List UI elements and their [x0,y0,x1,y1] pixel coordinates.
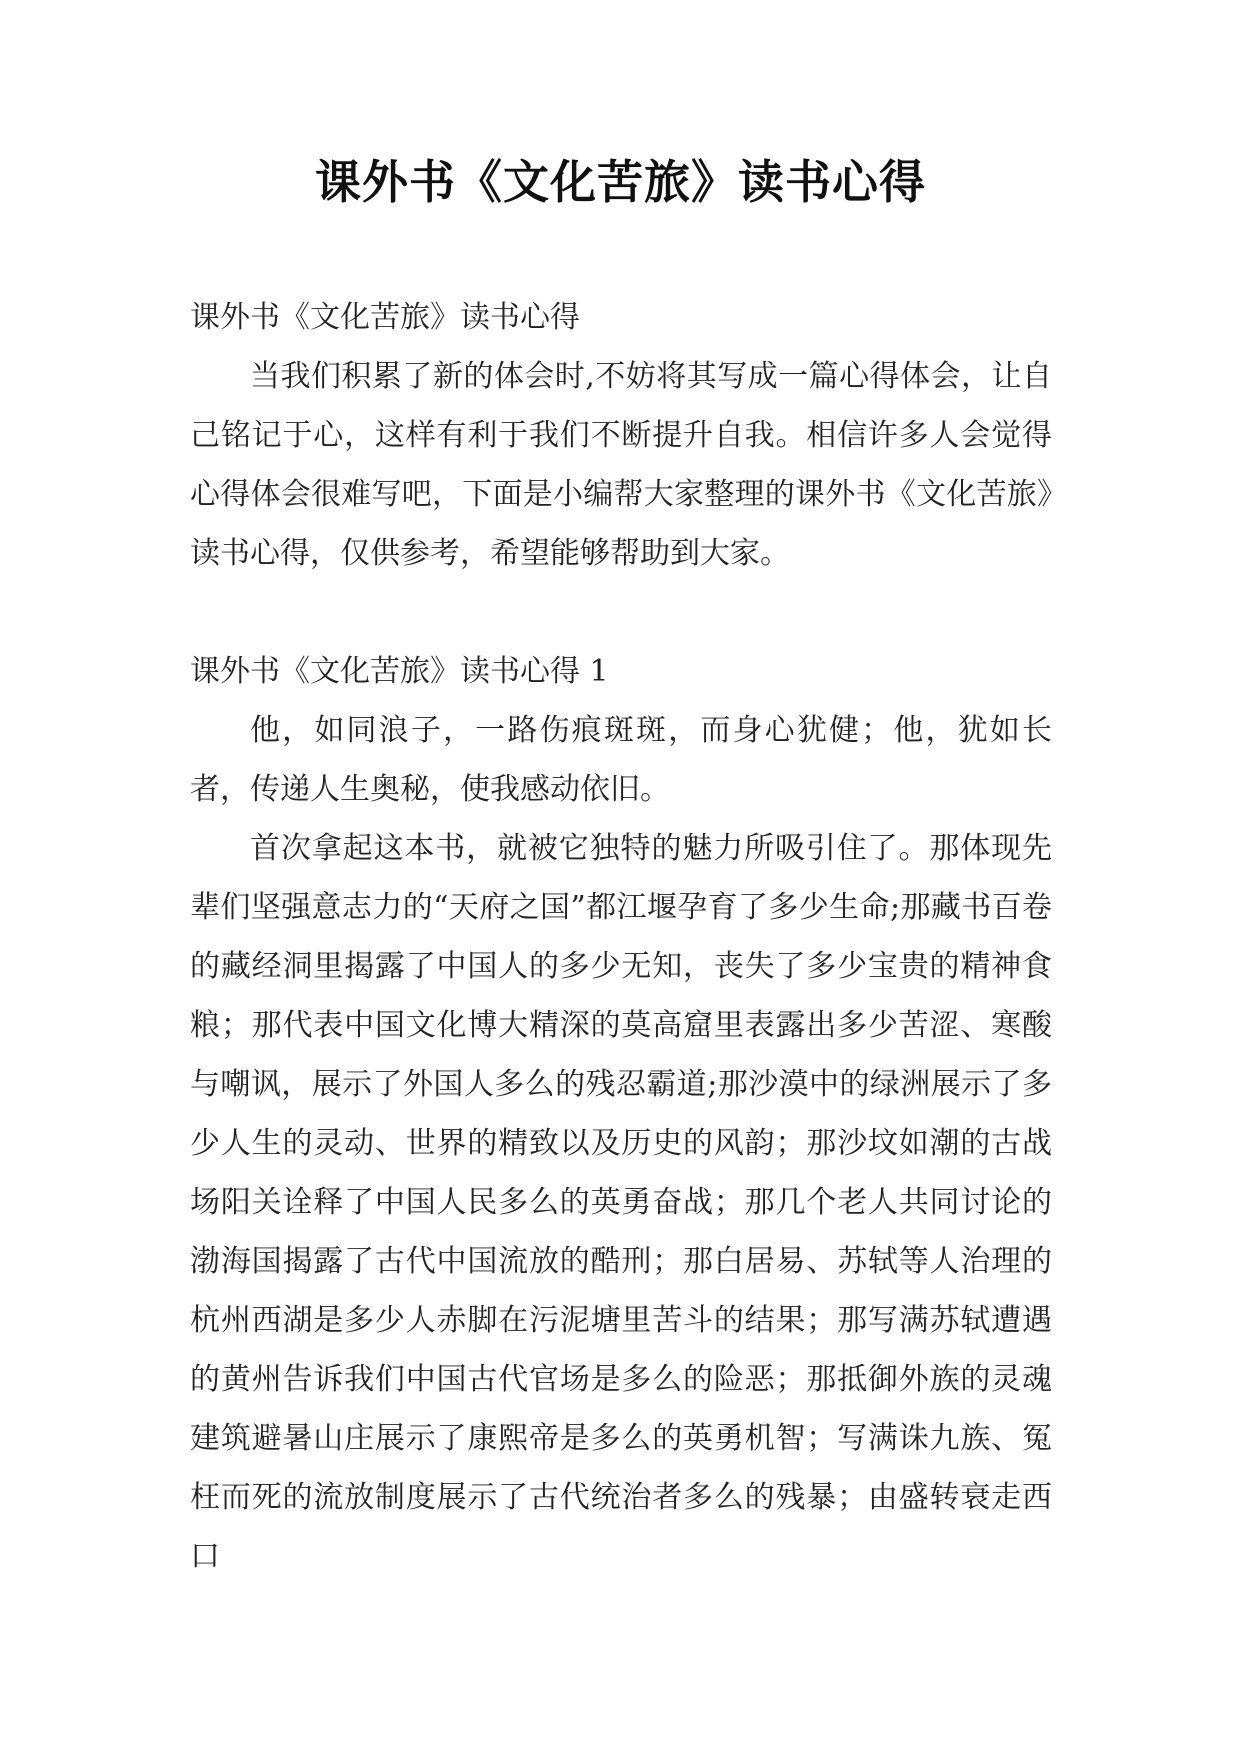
section-spacer [190,583,1052,642]
document-body [190,288,1052,1586]
intro-heading: 课外书《文化苦旅》读书心得 [190,300,580,335]
intro-paragraph: 当我们积累了新的体会时,不妨将其写成一篇心得体会，让自己铭记于心，这样有利于我们不断提升自我。相信许多人会觉得心得体会很难写吧，下面是小编帮大家整理的课外书《文化苦旅》读书心得，仅供参考，希望能够帮助到大家。 [190,359,1052,571]
section1-paragraph-1: 他，如同浪子，一路伤痕斑斑，而身心犹健；他，犹如长者，传递人生奥秘，使我感动依旧。 [190,713,1052,807]
document-title: 课外书《文化苦旅》读书心得 [315,155,926,209]
section1-paragraph-2: 首次拿起这本书，就被它独特的魅力所吸引住了。那体现先辈们坚强意志力的“天府之国”都江堰孕育了多少生命;那藏书百卷的藏经洞里揭露了中国人的多少无知，丧失了多少宝贵的精神食粮；那代表中国文化博大精深的莫高窟里表露出多少苦涩、寒酸与嘲讽，展示了外国人多么的残忍霸道;那沙漠中的绿洲展示了多少人生的灵动、世界的精致以及历史的风韵；那沙坟如潮的古战场阳关诠释了中国人民多么的英勇奋战；那几个老人共同讨论的渤海国揭露了古代中国流放的酷刑；那白居易、苏轼等人治理的杭州西湖是多少人赤脚在污泥塘里苦斗的结果；那写满苏轼遭遇的黄州告诉我们中国古代官场是多么的险恶；那抵御外族的灵魂建筑避暑山庄展示了康熙帝是多么的英勇机智；写满诛九族、冤枉而死的流放制度展示了古代统治者多么的残暴；由盛转衰走西口 [190,831,1052,1574]
section1-heading: 课外书《文化苦旅》读书心得 1 [190,654,609,689]
